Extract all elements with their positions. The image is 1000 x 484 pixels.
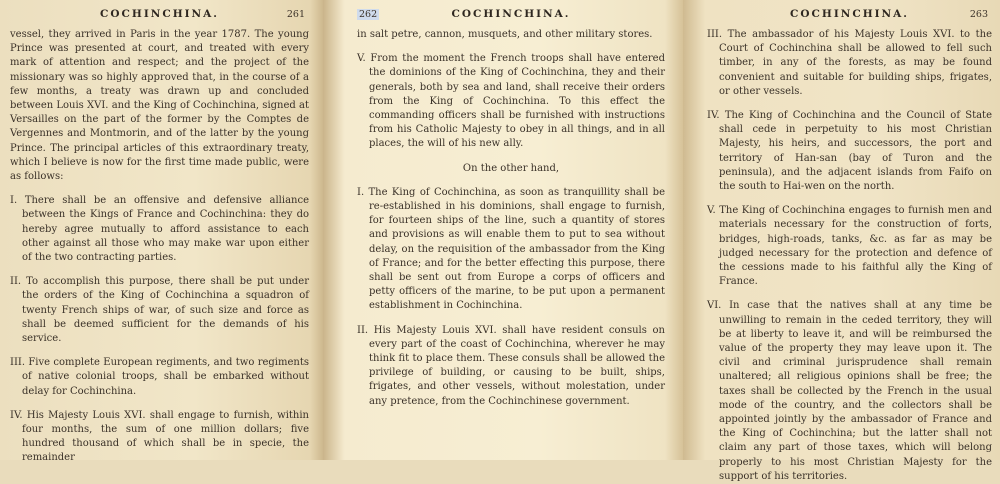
page-262 — [323, 0, 683, 460]
counter-article-3: III. The ambassador of his Majesty Louis XVI. to the Court of Cochinchina shall be allowed to fell such timber, in any of the forests, as may be found convenient and suitable for building ships, frigates, or other vessels. — [707, 29, 992, 97]
page-header — [707, 6, 992, 28]
running-head: COCHINCHINA. — [790, 8, 909, 20]
page-number: 263 — [969, 9, 988, 20]
article-3: III. Five complete European regiments, and two regiments of native colonial troops, shall be embarked without delay for Cochinchina. — [10, 357, 309, 397]
counter-article-2: II. His Majesty Louis XVI. shall have resident consuls on every part of the coast of Cochinchina, wherever he may think fit to place them. These consuls shall be allowed the privilege of building, or causing to be built, ships, frigates, and other vessels, without molestation, under any pretence, from the Cochinchinese government. — [357, 324, 665, 407]
running-head: COCHINCHINA. — [451, 8, 571, 20]
article-1: I. There shall be an offensive and defensive alliance between the Kings of France and Cochinchina: they do hereby agree mutually to afford assistance to each other against all those who may make war upon either of the two contracting parties. — [10, 195, 309, 264]
counter-article-1: I. The King of Cochinchina, as soon as tranquillity shall be re-established in his dominions, shall engage to furnish, for fourteen ships of the line, such a quantity of stores and provisions as will enable them to put to sea without delay, on the requisition of the ambassador from the King of France; and for the better effecting this purpose, there shall be sent out from Europe a corps of officers and petty officers of the marine, to be put upon a permanent establishment in Cochinchina. — [357, 186, 665, 312]
page-body — [707, 28, 992, 484]
page-number: 261 — [286, 9, 305, 20]
counter-article-6: VI. In case that the natives shall at any time be unwilling to remain in the ceded territory, they will be at liberty to leave it, and will be reimbursed the value of the property they may leave upon it. The civil and criminal jurisprudence shall remain unaltered; all religious opinions shall be free; the taxes shall be collected by the French in the usual mode of the country, and the collectors shall be appointed jointly by the ambassador of France and the King of Cochinchina; but the latter shall not claim any part of those taxes, which will belong properly to his most Christian Majesty for the support of his territories. — [707, 300, 992, 482]
counter-article-5: V. The King of Cochinchina engages to furnish men and materials necessary for the construction of forts, bridges, high-roads, tanks, &c. as far as may be judged necessary for the protection and defence of the cessions made to his faithful ally the King of France. — [707, 205, 992, 288]
page-header — [357, 6, 665, 28]
article-2: II. To accomplish this purpose, there shall be put under the orders of the King of Cochinchina a squadron of twenty French ships of war, of such size and force as shall be deemed sufficient for the demands of his service. — [10, 276, 309, 345]
article-4: IV. His Majesty Louis XVI. shall engage to furnish, within four months, the sum of one million dollars; five hundred thousand of which shall be in specie, the remainder — [10, 409, 309, 464]
counter-article-4: IV. The King of Cochinchina and the Council of State shall cede in perpetuity to his most Christian Majesty, his heirs, and successors, the port and territory of Han-san (bay of Turon and the peninsula), and the adjacent islands from Faifo on the south to Hai-wen on the north. — [707, 110, 992, 193]
section-divider: On the other hand, — [462, 162, 560, 174]
page-header — [10, 6, 309, 28]
continuation-text: in salt petre, cannon, musquets, and other military stores. — [357, 29, 653, 40]
page-body — [10, 28, 309, 466]
page-263 — [683, 0, 1000, 482]
page-number: 262 — [359, 9, 378, 20]
running-head: COCHINCHINA. — [100, 8, 219, 20]
article-5: V. From the moment the French troops shall have entered the dominions of the King of Cochinchina, they and their generals, both by sea and land, shall receive their orders from the King of Cochinchina. To this effect the commanding officers shall be furnished with instructions from his Catholic Majesty to obey in all things, and in all places, the will of his new ally. — [357, 53, 665, 150]
intro-paragraph: vessel, they arrived in Paris in the year 1787. The young Prince was presented at court, and treated with every mark of attention and respect; and the project of the missionary was so highly approved that, in the course of a few months, a treaty was drawn up and concluded between Louis XVI. and the King of Cochinchina, signed at Versailles on the part of the former by the Comptes de Vergennes and Montmorin, and of the latter by the young Prince. The principal articles of this extraordinary treaty, which I believe is now for the first time made public, were as follows: — [10, 29, 309, 183]
page-261 — [0, 0, 323, 464]
page-body — [357, 28, 665, 409]
